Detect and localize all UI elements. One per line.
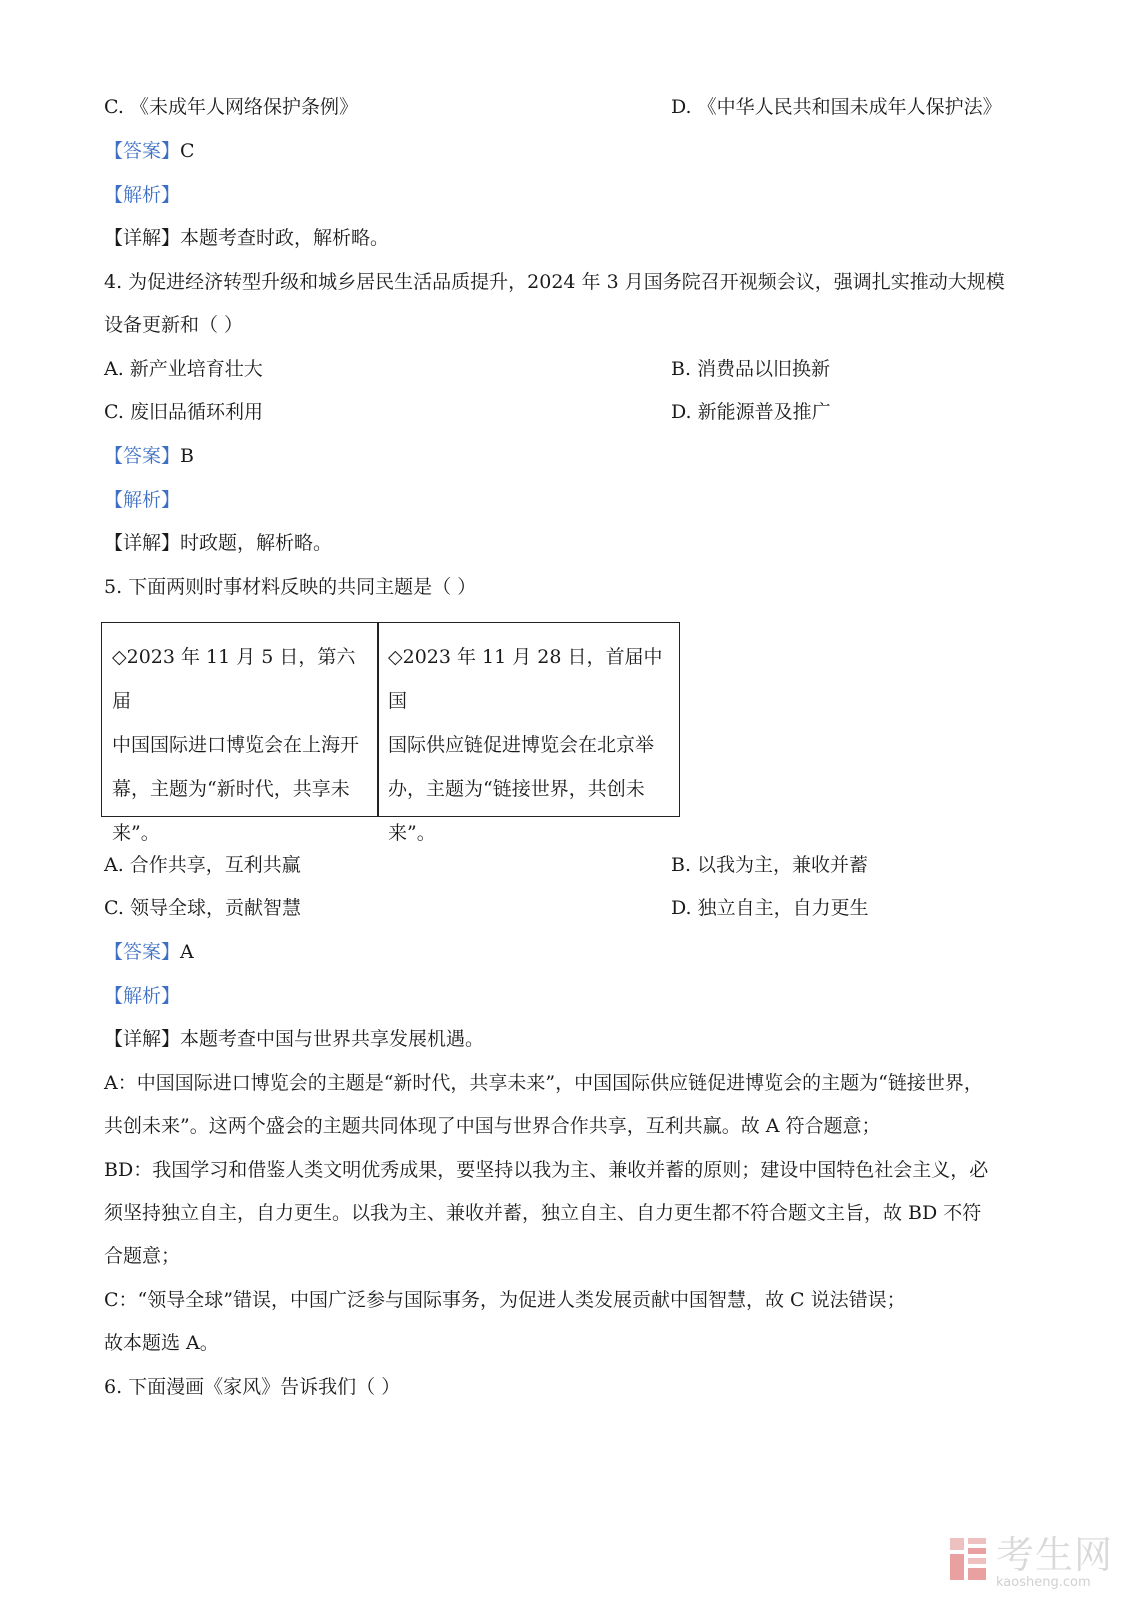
material-line: 来”。 [112, 822, 160, 844]
q3-answer [104, 138, 1027, 164]
q5-option-a: A. 合作共享，互利共赢 [104, 854, 301, 876]
q6-stem: 6. 下面漫画《家风》告诉我们（ ） [104, 1376, 401, 1398]
q3-analysis-tag: 【解析】 [104, 184, 181, 206]
q4-option-b: B. 消费品以旧换新 [671, 358, 831, 380]
watermark [948, 1533, 1118, 1594]
q3-option-d: D. 《中华人民共和国未成年人保护法》 [671, 96, 1002, 118]
q5-options-row-1 [104, 852, 1027, 878]
material-line: 幕，主题为“新时代，共享未 [112, 778, 350, 800]
q5-explain-a-line1: A：中国国际进口博览会的主题是“新时代，共享未来”，中国国际供应链促进博览会的主题为“链接世界， [104, 1072, 983, 1094]
q4-detail: 【详解】时政题，解析略。 [104, 532, 333, 554]
q5-detail: 【详解】本题考查中国与世界共享发展机遇。 [104, 1028, 485, 1050]
watermark-url: kaosheng.com [996, 1575, 1091, 1590]
q5-answer-value: A [180, 941, 194, 963]
material-line: 办，主题为“链接世界，共创未 [388, 778, 645, 800]
q4-option-d: D. 新能源普及推广 [671, 401, 831, 423]
material-line: 中国国际进口博览会在上海开 [112, 734, 360, 756]
q5-option-b: B. 以我为主，兼收并蓄 [671, 854, 869, 876]
q5-material-left [101, 622, 379, 844]
q5-conclusion: 故本题选 A。 [104, 1332, 219, 1354]
q4-answer-tag: 【答案】 [104, 445, 181, 467]
q4-answer-value: B [180, 445, 194, 467]
q5-answer [104, 939, 1027, 965]
q5-explain-bd-line3: 合题意； [104, 1245, 181, 1267]
q5-answer-tag: 【答案】 [104, 941, 181, 963]
q5-option-c: C. 领导全球，贡献智慧 [104, 897, 301, 919]
q3-answer-tag: 【答案】 [104, 140, 181, 162]
q4-options-row-2 [104, 399, 1027, 425]
q5-stem: 5. 下面两则时事材料反映的共同主题是（ ） [104, 576, 477, 598]
material-line: 来”。 [388, 822, 436, 844]
q5-explain-a-line2: 共创未来”。这两个盛会的主题共同体现了中国与世界合作共享，互利共赢。故 A 符合题意； [104, 1115, 881, 1137]
q3-detail: 【详解】本题考查时政，解析略。 [104, 227, 390, 249]
q3-option-c: C. 《未成年人网络保护条例》 [104, 96, 358, 118]
q4-stem-line1: 4. 为促进经济转型升级和城乡居民生活品质提升，2024 年 3 月国务院召开视频会议，强调扎实推动大规模 [104, 271, 1005, 293]
q4-option-a: A. 新产业培育壮大 [104, 358, 263, 380]
q4-analysis-tag: 【解析】 [104, 489, 181, 511]
material-line: ◇2023 年 11 月 5 日，第六届 [112, 646, 356, 712]
q5-analysis-tag: 【解析】 [104, 985, 181, 1007]
q5-options-row-2 [104, 895, 1027, 921]
q5-explain-bd-line2: 须坚持独立自主，自力更生。以我为主、兼收并蓄，独立自主、自力更生都不符合题文主旨，故 BD 不符 [104, 1202, 982, 1224]
q5-material-right [377, 622, 680, 844]
material-line: 国际供应链促进博览会在北京举 [388, 734, 655, 756]
q4-answer [104, 443, 1027, 469]
watermark-name: 考生网 [996, 1533, 1114, 1577]
q5-explain-c: C：“领导全球”错误，中国广泛参与国际事务，为促进人类发展贡献中国智慧，故 C 说法错误； [104, 1289, 906, 1311]
q4-stem-line2: 设备更新和（ ） [104, 314, 244, 336]
q4-options-row-1 [104, 356, 1027, 382]
material-line: ◇2023 年 11 月 28 日，首届中国 [388, 646, 663, 712]
q3-answer-value: C [180, 140, 195, 162]
q3-options-row [104, 94, 1027, 120]
watermark-logo-icon [948, 1536, 988, 1582]
q4-option-c: C. 废旧品循环利用 [104, 401, 263, 423]
q5-option-d: D. 独立自主，自力更生 [671, 897, 869, 919]
q5-explain-bd-line1: BD：我国学习和借鉴人类文明优秀成果，要坚持以我为主、兼收并蓄的原则；建设中国特色社会主义，必 [104, 1159, 989, 1181]
